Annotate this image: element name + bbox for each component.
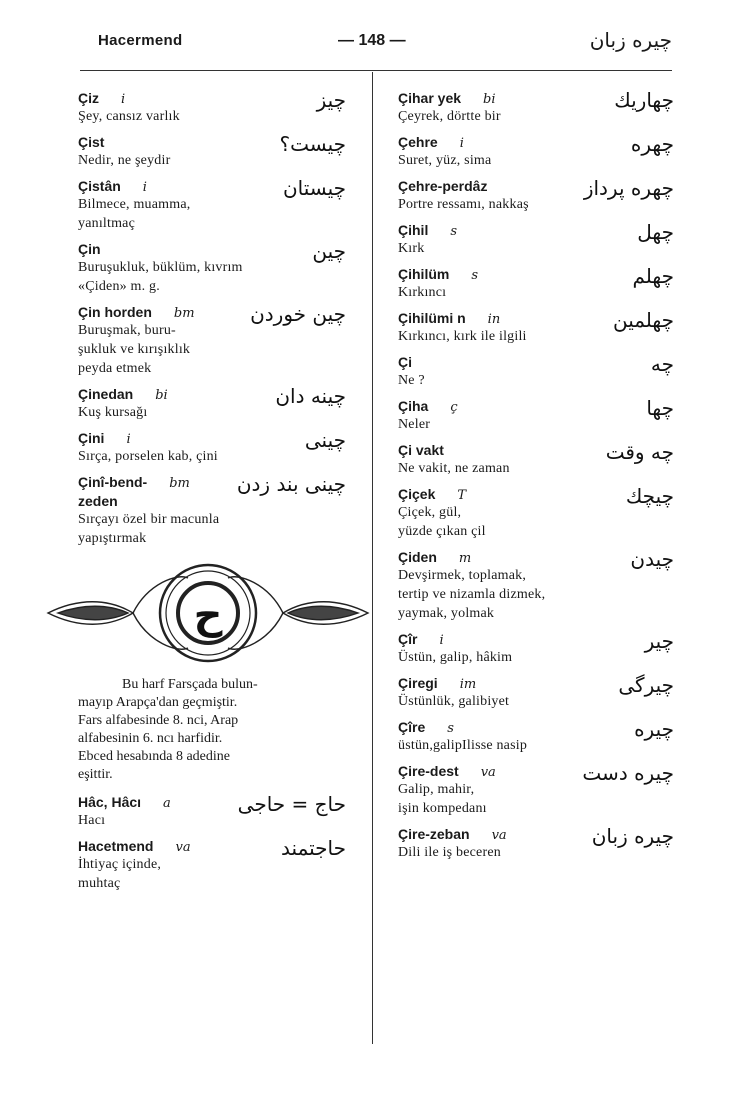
definition-line: Kırkıncı — [398, 285, 447, 300]
arabic-script: چها — [646, 396, 674, 420]
dictionary-entry — [398, 547, 674, 623]
definition-line: yanıltmaç — [78, 216, 136, 231]
headword: Çi vakt — [398, 442, 444, 458]
dictionary-entry — [78, 836, 346, 893]
grammar-tag: bm — [173, 306, 195, 321]
headword: Çiden — [398, 549, 437, 565]
note-line: mayıp Arapça'dan geçmiştir. — [78, 695, 238, 710]
dictionary-entry — [398, 132, 674, 170]
headword: Hacetmend — [78, 838, 154, 854]
letter-note — [78, 676, 346, 784]
arabic-script: چه — [650, 352, 674, 376]
headword: Çîr — [398, 631, 418, 647]
definition-line: Galip, mahir, — [398, 782, 475, 797]
running-head-left: Hacermend — [98, 32, 183, 49]
arabic-script: چهره پرداز — [583, 176, 674, 200]
note-line: eşittir. — [78, 767, 113, 782]
arabic-script: چینه دان — [275, 384, 346, 408]
grammar-tag: bi — [155, 388, 168, 403]
left-column — [78, 88, 346, 899]
arabic-script: حاجتمند — [281, 836, 346, 860]
grammar-tag: va — [480, 765, 496, 780]
headword: Çist — [78, 134, 105, 150]
arabic-script: چیره زبان — [591, 824, 674, 848]
definition-line: Ne vakit, ne zaman — [398, 461, 510, 476]
dictionary-entry — [78, 88, 346, 126]
ornament-flourish-icon — [38, 558, 378, 668]
dictionary-entry — [398, 308, 674, 346]
dictionary-entry — [398, 264, 674, 302]
definition-line: peyda etmek — [78, 361, 152, 376]
definition-line: Ne ? — [398, 373, 425, 388]
grammar-tag: va — [491, 828, 507, 843]
note-line: Fars alfabesinde 8. nci, Arap — [78, 713, 239, 728]
headword: Çihilümi n — [398, 310, 466, 326]
dictionary-entry — [398, 176, 674, 214]
definition-line: Kırk — [398, 241, 425, 256]
definition-line: Portre ressamı, nakkaş — [398, 197, 529, 212]
arabic-script: حاج = حاجی — [237, 792, 346, 816]
headword: Hâc, Hâcı — [78, 794, 142, 810]
arabic-script: چهلم — [632, 264, 674, 288]
dictionary-entry — [398, 220, 674, 258]
dictionary-entry — [78, 132, 346, 170]
headword: Çire-dest — [398, 763, 459, 779]
dictionary-entry — [398, 352, 674, 390]
arabic-script: چیست؟ — [279, 132, 346, 156]
arabic-script: چینی — [304, 428, 346, 452]
ornament-letter: ح — [193, 592, 223, 638]
grammar-tag: i — [459, 136, 464, 151]
headword-cont: zeden — [78, 493, 118, 509]
dictionary-entry — [398, 824, 674, 862]
definition-line: Devşirmek, toplamak, — [398, 568, 527, 583]
headword: Çehre-perdâz — [398, 178, 488, 194]
grammar-tag: s — [450, 224, 458, 239]
grammar-tag: in — [487, 312, 501, 327]
note-line: alfabesinin 6. ncı harfidir. — [78, 731, 223, 746]
definition-line: Buruşukluk, büklüm, kıvrım — [78, 260, 243, 275]
definition-line: Sırçayı özel bir macunla — [78, 512, 220, 527]
page-number: — 148 — — [338, 32, 406, 49]
arabic-script: چیره — [634, 717, 674, 741]
grammar-tag: i — [439, 633, 444, 648]
right-column — [398, 88, 674, 868]
definition-line: Çeyrek, dörtte bir — [398, 109, 501, 124]
headword: Çihar yek — [398, 90, 462, 106]
definition-line: tertip ve nizamla dizmek, — [398, 587, 546, 602]
grammar-tag: bi — [483, 92, 496, 107]
arabic-script: چینی بند زدن — [236, 472, 346, 496]
arabic-script: چیچك — [625, 484, 674, 508]
arabic-script: چیره دست — [582, 761, 674, 785]
definition-line: «Çiden» m. g. — [78, 279, 160, 294]
definition-line: Kırkıncı, kırk ile ilgili — [398, 329, 527, 344]
grammar-tag: a — [163, 796, 171, 811]
definition-line: Üstün, galip, hâkim — [398, 650, 513, 665]
definition-line: işin kompedanı — [398, 801, 487, 816]
arabic-script: چین — [312, 239, 346, 263]
definition-line: üstün,galipIlisse nasip — [398, 738, 528, 753]
grammar-tag: T — [457, 488, 467, 503]
left-entry-list-2 — [78, 792, 346, 893]
grammar-tag: m — [458, 551, 472, 566]
headword: Çiz — [78, 90, 99, 106]
definition-line: şukluk ve kırışıklık — [78, 342, 191, 357]
arabic-script: چین خوردن — [250, 302, 346, 326]
dictionary-entry — [78, 472, 346, 548]
arabic-script: چهره — [630, 132, 674, 156]
definition-line: Sırça, porselen kab, çini — [78, 449, 218, 464]
note-line: Bu harf Farsçada bulun- — [122, 677, 258, 692]
arabic-script: چهاریك — [614, 88, 674, 112]
page-header — [98, 28, 672, 62]
arabic-script: چیز — [316, 88, 346, 112]
dictionary-entry — [398, 717, 674, 755]
definition-line: Kuş kursağı — [78, 405, 148, 420]
definition-line: yüzde çıkan çil — [398, 524, 486, 539]
dictionary-entry — [398, 88, 674, 126]
dictionary-entry — [78, 239, 346, 296]
definition-line: Üstünlük, galibiyet — [398, 694, 510, 709]
headword: Çihil — [398, 222, 429, 238]
definition-line: Çiçek, gül, — [398, 505, 462, 520]
grammar-tag: bm — [169, 476, 190, 491]
definition-line: muhtaç — [78, 876, 121, 891]
arabic-script: چه وقت — [605, 440, 674, 464]
headword: Çinî-bend- — [78, 474, 148, 490]
dictionary-entry — [398, 761, 674, 818]
definition-line: Neler — [398, 417, 431, 432]
grammar-tag: i — [142, 180, 147, 195]
headword: Çi — [398, 354, 412, 370]
header-rule — [80, 70, 672, 71]
definition-line: Dili ile iş beceren — [398, 845, 501, 860]
note-line: Ebced hesabında 8 adedine — [78, 749, 230, 764]
headword: Çîre — [398, 719, 426, 735]
headword: Çehre — [398, 134, 438, 150]
definition-line: Bilmece, muamma, — [78, 197, 191, 212]
headword: Çini — [78, 430, 105, 446]
headword: Çiçek — [398, 486, 436, 502]
dictionary-entry — [398, 629, 674, 667]
grammar-tag: va — [175, 840, 191, 855]
dictionary-entry — [398, 673, 674, 711]
headword: Çinedan — [78, 386, 134, 402]
headword: Çistân — [78, 178, 121, 194]
left-entry-list — [78, 88, 346, 548]
grammar-tag: i — [121, 92, 126, 107]
right-entry-list — [398, 88, 674, 862]
definition-line: Buruşmak, buru- — [78, 323, 176, 338]
headword: Çin — [78, 241, 101, 257]
definition-line: yapıştırmak — [78, 531, 147, 546]
definition-line: Hacı — [78, 813, 106, 828]
headword: Çiregi — [398, 675, 438, 691]
dictionary-entry — [78, 384, 346, 422]
definition-line: Nedir, ne şeydir — [78, 153, 171, 168]
dictionary-entry — [78, 176, 346, 233]
headword: Çiha — [398, 398, 429, 414]
running-head-right: چیره زبان — [589, 28, 672, 52]
dictionary-entry — [398, 484, 674, 541]
grammar-tag: im — [459, 677, 477, 692]
dictionary-entry — [398, 440, 674, 478]
headword: Çihilüm — [398, 266, 450, 282]
dictionary-entry — [78, 302, 346, 378]
grammar-tag: ç — [450, 400, 458, 415]
headword: Çin horden — [78, 304, 152, 320]
definition-line: İhtiyaç içinde, — [78, 857, 162, 872]
definition-line: Suret, yüz, sima — [398, 153, 492, 168]
dictionary-entry — [78, 428, 346, 466]
dictionary-entry — [78, 792, 346, 830]
arabic-script: چیدن — [630, 547, 674, 571]
arabic-script: چیستان — [282, 176, 346, 200]
arabic-script: چهل — [637, 220, 674, 244]
definition-line: yaymak, yolmak — [398, 606, 495, 621]
headword: Çire-zeban — [398, 826, 470, 842]
grammar-tag: s — [447, 721, 454, 736]
grammar-tag: i — [126, 432, 131, 447]
arabic-script: چهلمین — [612, 308, 674, 332]
letter-ornament — [78, 558, 346, 668]
grammar-tag: s — [471, 268, 479, 283]
arabic-script: چیر — [644, 629, 674, 653]
dictionary-entry — [398, 396, 674, 434]
arabic-script: چیرگی — [618, 673, 674, 697]
definition-line: Şey, cansız varlık — [78, 109, 180, 124]
